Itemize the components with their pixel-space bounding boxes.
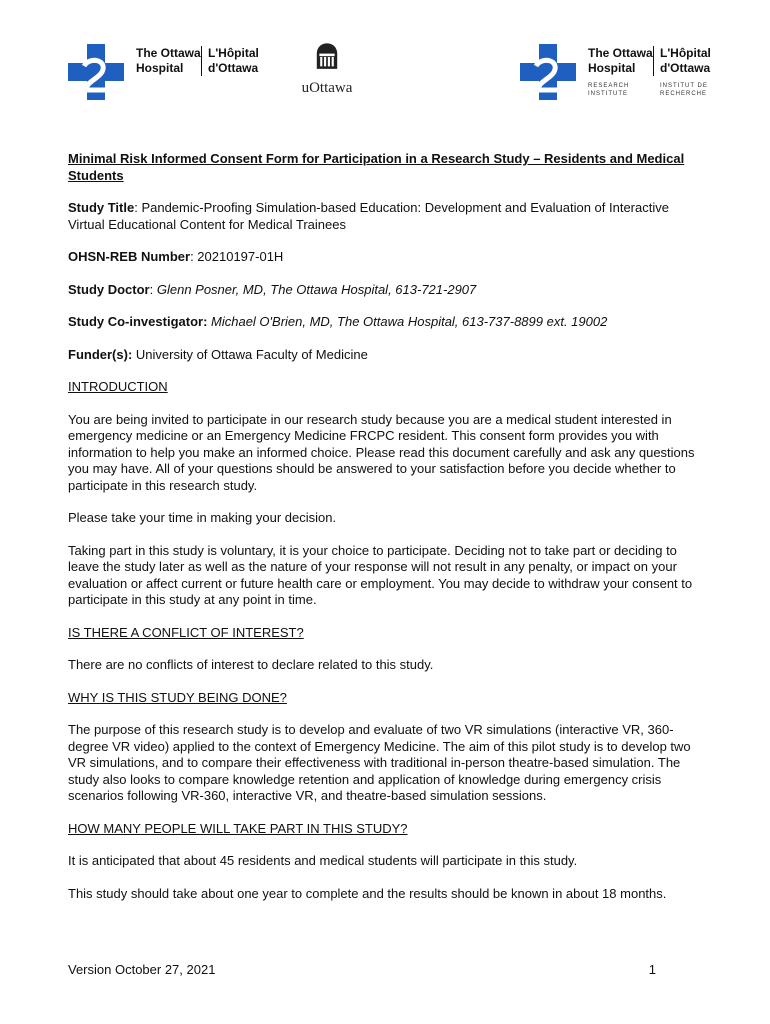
logo-en-text — [136, 46, 201, 76]
logo-separator — [201, 46, 202, 76]
logo-en-line-1: The Ottawa — [136, 46, 201, 60]
study-title-label: Study Title — [68, 200, 135, 215]
page-number: 1 — [648, 962, 656, 977]
study-doctor-sep: : — [149, 281, 157, 297]
section-heading-introduction: INTRODUCTION — [68, 379, 168, 394]
intro-paragraph-2: Please take your time in making your decision. — [68, 510, 337, 525]
ottawa-hospital-logo — [68, 40, 268, 104]
logo-fr-line-2: d'Ottawa — [660, 61, 711, 75]
document-title: Minimal Risk Informed Consent Form for Participation in a Research Study – Residents and Medical Students — [68, 151, 685, 183]
document-body — [68, 151, 704, 902]
funder-value: University of Ottawa Faculty of Medicine — [132, 346, 368, 362]
conflict-paragraph: There are no conflicts of interest to declare related to this study. — [68, 657, 434, 672]
funder-line — [68, 347, 704, 364]
logo-en-line-2: Hospital — [588, 61, 636, 75]
how-many-paragraph-2: This study should take about one year to complete and the results should be known in about 18 months. — [68, 885, 667, 901]
logo-en-text — [588, 46, 653, 76]
uottawa-text: uOttawa — [301, 80, 353, 96]
section-heading-conflict: IS THERE A CONFLICT OF INTEREST? — [68, 624, 304, 640]
intro-paragraph-1: You are being invited to participate in our research study because you are a medical student interested in emergency medicine or an Emergency Medicine FRCPC resident. This consent form provides you with information to help you make an informed choice. Please read this document carefully and ask any questions you may have. All of your questions should be answered to your satisfaction before you decide whether to participate in this research study. — [68, 411, 695, 493]
study-doctor-label: Study Doctor — [68, 281, 150, 297]
logo-fr-text — [208, 46, 259, 76]
ohsn-label: OHSN-REB Number — [68, 249, 191, 264]
study-doctor-value: Glenn Posner, MD, The Ottawa Hospital, 613-721-2907 — [156, 281, 477, 297]
intro-paragraph-3: Taking part in this study is voluntary, it is your choice to participate. Deciding not to take part or deciding to leave the study later as well as the nature of your response will not result in any penalty, or impact on your evaluation or affect current or future health care or employment. You may decide to withdraw your consent to participate in this study at any point in time. — [68, 542, 693, 607]
ottawa-hospital-cross-icon — [520, 44, 576, 100]
logo-fr-line-1: L'Hôpital — [660, 46, 711, 60]
co-investigator-value: Michael O'Brien, MD, The Ottawa Hospital, 613-737-8899 ext. 19002 — [207, 314, 608, 329]
uottawa-logo — [292, 40, 362, 100]
logo-fr-text — [660, 46, 711, 76]
logo-fr-line-1: L'Hôpital — [208, 46, 259, 60]
study-title-value: : Pandemic-Proofing Simulation-based Education: Development and Evaluation of Interactive Virtual Educational Content for Medical Trainees — [68, 200, 669, 232]
study-title-line — [68, 200, 704, 233]
why-paragraph: The purpose of this research study is to develop and evaluate of two VR simulations (interactive VR, 360-degree VR video) applied to the context of Emergency Medicine. The aim of this pilot study is to develop two VR simulations, and to compare their effectiveness with traditional in-person theatre-based simulation. The study also looks to compare knowledge retention and application of knowledge during emergency crisis scenarios following VR-360, interactive VR, and theatre-based simulation sessions. — [68, 722, 691, 803]
study-doctor-line — [68, 282, 704, 299]
ottawa-hospital-cross-icon — [68, 44, 124, 100]
uottawa-building-icon — [310, 40, 344, 74]
logo-en-line-1: The Ottawa — [588, 46, 653, 60]
logo-fr-line-2: d'Ottawa — [208, 61, 259, 75]
logo-en-line-2: Hospital — [136, 61, 184, 75]
co-investigator-line — [68, 314, 704, 331]
co-investigator-label: Study Co-investigator: — [68, 314, 208, 329]
research-institute-fr — [660, 82, 708, 98]
version-text: Version October 27, 2021 — [68, 962, 216, 977]
ohsn-value: : 20210197-01H — [190, 249, 284, 264]
ottawa-hospital-research-logo — [520, 40, 720, 104]
research-institute-en — [588, 82, 629, 98]
ri-en-line-1: RESEARCH — [588, 83, 630, 89]
funder-label: Funder(s): — [68, 346, 133, 362]
ohsn-line — [68, 249, 704, 266]
section-heading-why: WHY IS THIS STUDY BEING DONE? — [68, 689, 287, 705]
ri-en-line-2: INSTITUTE — [588, 91, 628, 97]
logo-separator — [653, 46, 654, 76]
section-heading-how-many: HOW MANY PEOPLE WILL TAKE PART IN THIS STUDY? — [68, 820, 408, 836]
ri-fr-line-1: INSTITUT DE — [660, 83, 708, 89]
ri-fr-line-2: RECHERCHE — [660, 91, 708, 97]
how-many-paragraph-1: It is anticipated that about 45 residents and medical students will participate in this study. — [68, 853, 578, 868]
